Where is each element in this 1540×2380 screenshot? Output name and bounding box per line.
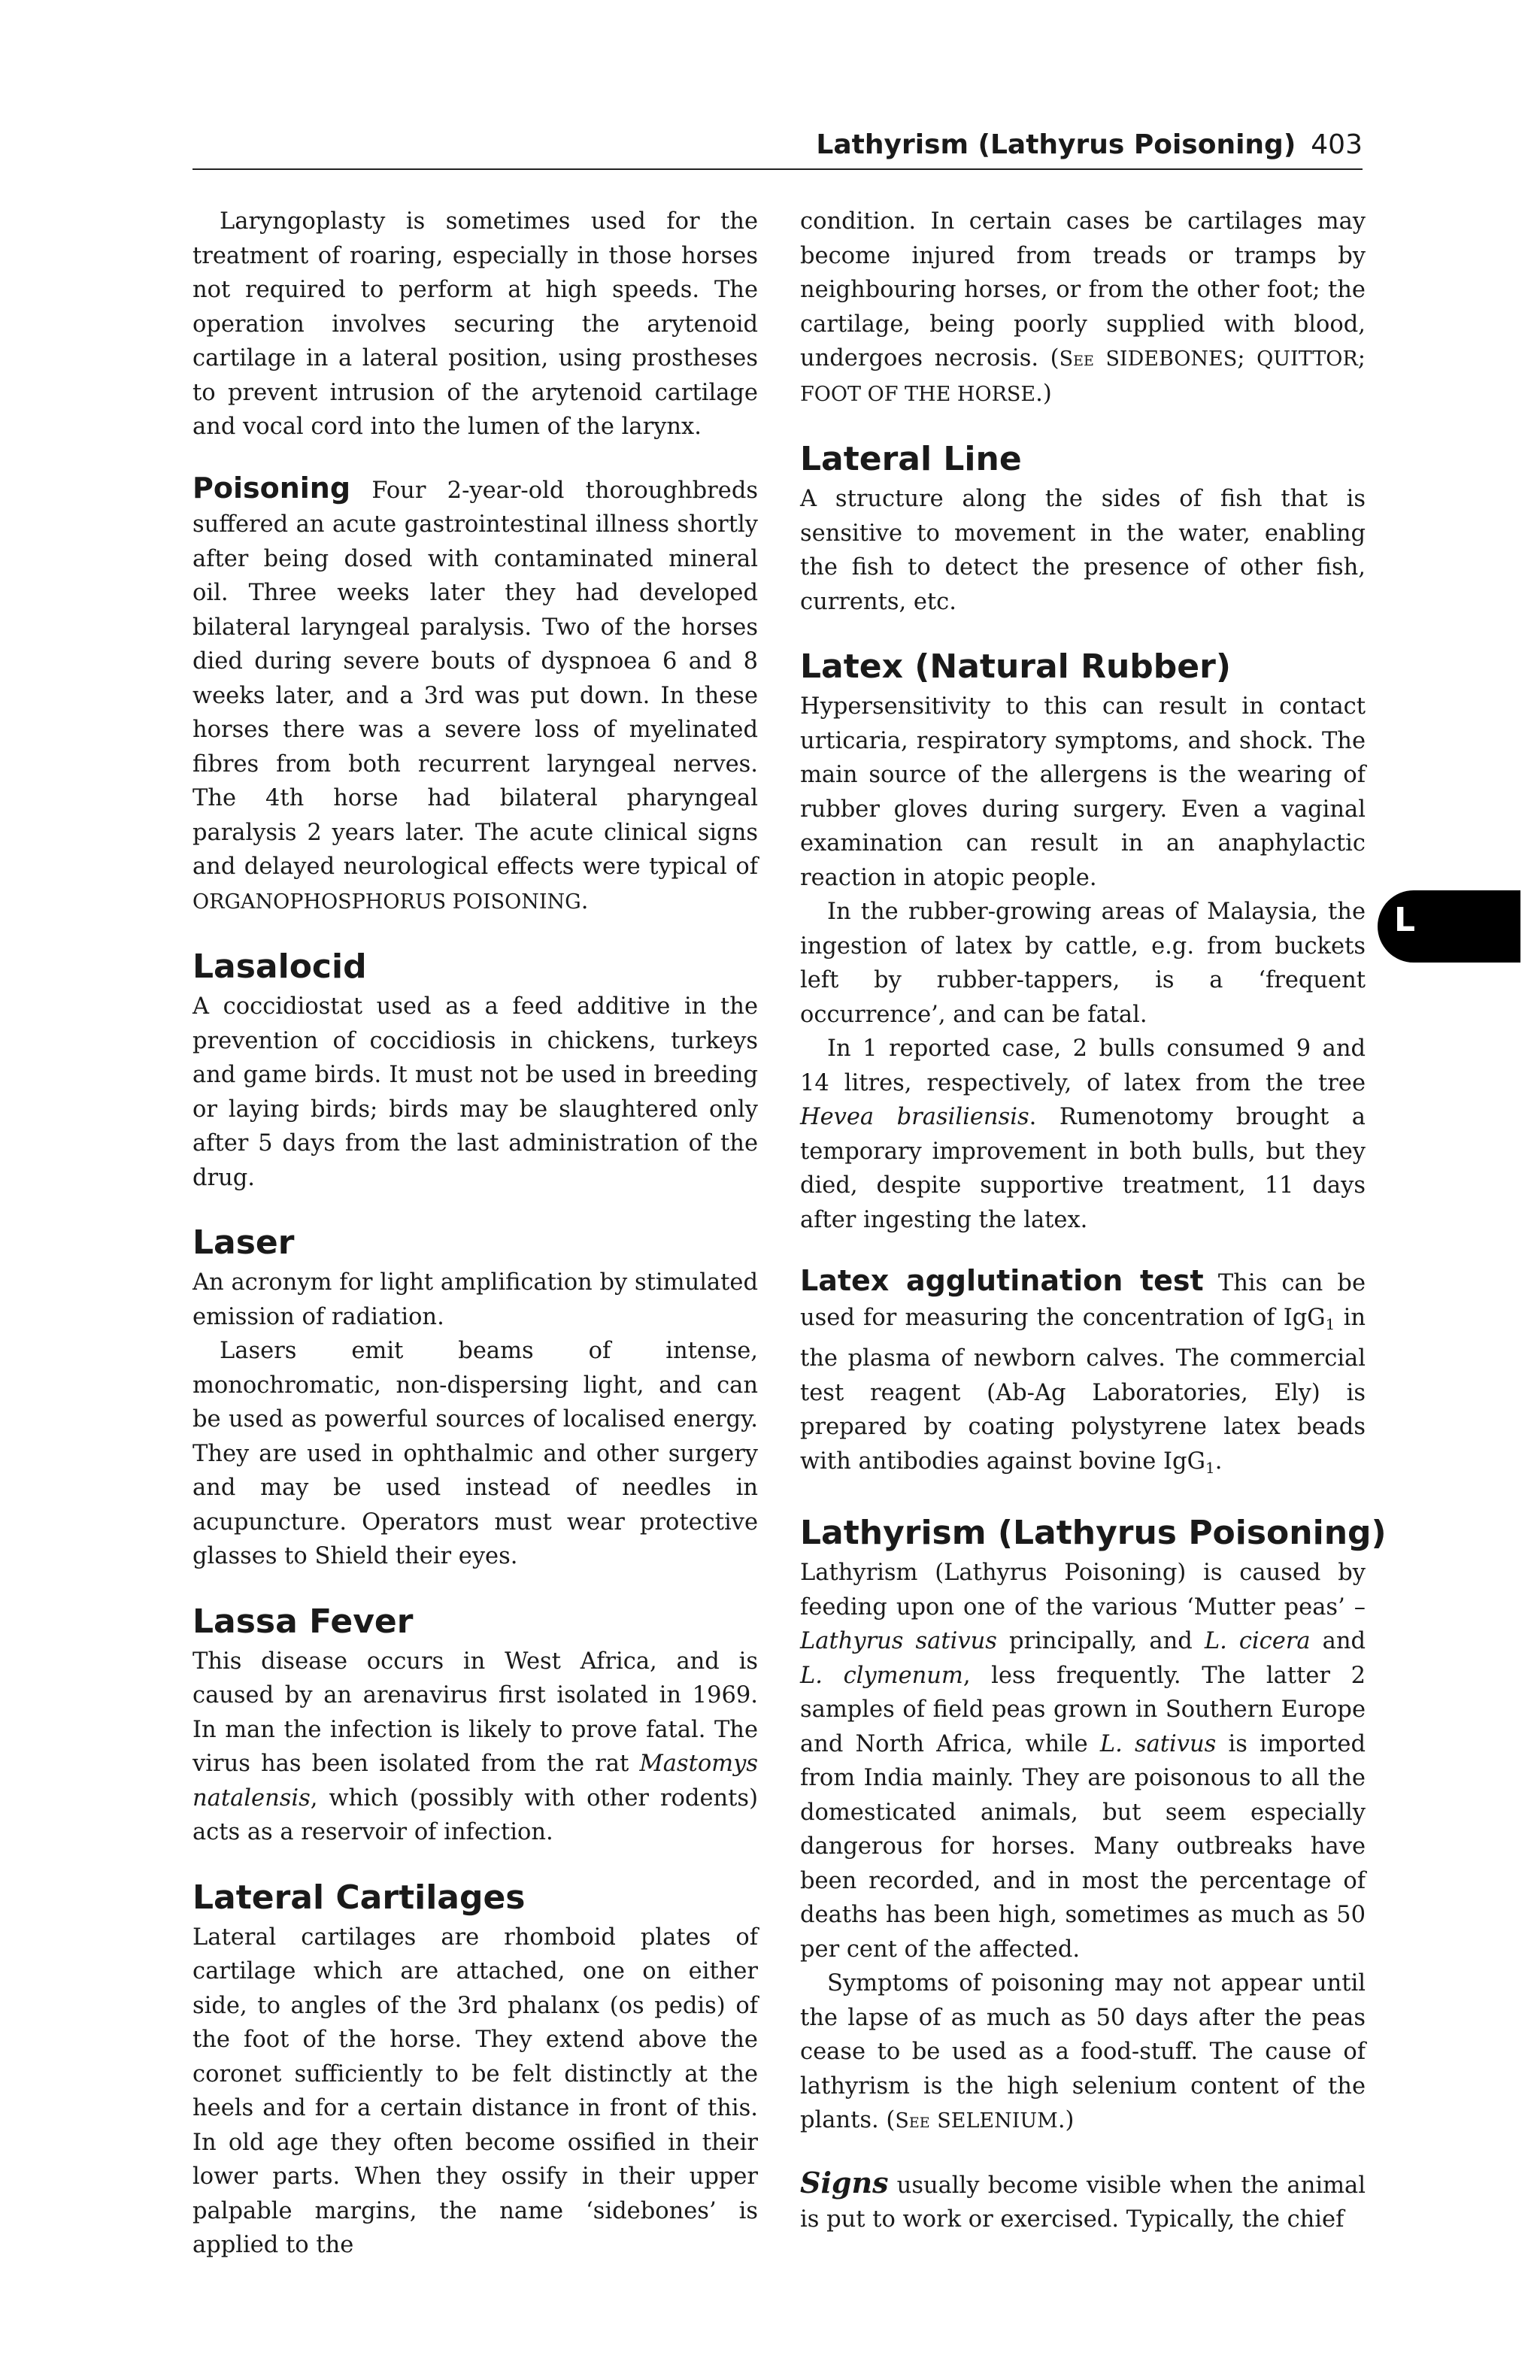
lateral-cartilages-continued-text: condition. In certain cases be cartilages may become injured from treads or tramps by neighbouring horses, or from the other foot; the cartilage, being poorly supplied with blood, undergoes necrosis. bbox=[800, 208, 1366, 371]
lathyrism-paragraph-2-text: Symptoms of poisoning may not appear until the lapse of as much as 50 days after the peas cease to be used as a food-stuff. The cause of lathyrism is the high selenium content of the plants. bbox=[800, 1970, 1366, 2133]
thumb-index-tab bbox=[1378, 890, 1520, 963]
signs-body: usually become visible when the animal is put to work or exercised. Typically, the chief bbox=[800, 2172, 1366, 2233]
lasalocid-body: A coccidiostat used as a feed additive in the prevention of coccidiosis in chickens, turkeys and game birds. It must not be used in breeding or laying birds; birds may be slaughtered only after 5 days from the last administration of the drug. bbox=[192, 993, 758, 1191]
latex-agglutination-text: This can be used for measuring the concentration of IgG bbox=[800, 1270, 1366, 1331]
lateral-line-body: A structure along the sides of fish that is sensitive to movement in the water, enabling the fish to detect the presence of other fish, currents, etc. bbox=[800, 486, 1366, 615]
signs-paragraph bbox=[800, 2166, 1366, 2237]
latex-paragraph-1: Hypersensitivity to this can result in contact urticaria, respiratory symptoms, and shock. The main source of the allergens is the wearing of rubber gloves during surgery. Even a vaginal examination can result in an anaphylactic reaction in atopic people. bbox=[800, 693, 1366, 891]
laser-heading: Laser bbox=[192, 1223, 295, 1262]
see-label-2: See bbox=[895, 2109, 930, 2133]
lassa-fever-heading: Lassa Fever bbox=[192, 1602, 414, 1641]
left-column bbox=[192, 205, 758, 2263]
latex-paragraph-3 bbox=[800, 1032, 1366, 1237]
right-column bbox=[800, 205, 1387, 2237]
lathyrism-text-2: principally, and bbox=[1008, 1628, 1193, 1654]
subscript-igg1-b: 1 bbox=[1205, 1458, 1215, 1477]
laser-description: Lasers emit beams of intense, monochromatic, non-dispersing light, and can be used as powerful sources of localised energy. They are used in ophthalmic and other surgery and may be used instead of needles in acupuncture. Operators must wear protective glasses to Shield their eyes. bbox=[192, 1338, 758, 1569]
cross-reference-quittor: QUITTOR bbox=[1257, 347, 1358, 371]
page-number: 403 bbox=[1311, 129, 1363, 160]
lathyrism-text-3: and bbox=[1322, 1628, 1366, 1654]
poisoning-entry: Poisoning Four 2-year-old thoroughbreds suffered an acute gastrointestinal illness shortly after being dosed with contaminated mineral oil. Three weeks later they had developed bilateral laryngeal paralysis. Two of the horses died during severe bouts of dyspnoea 6 and 8 weeks later, and a 3rd was put down. In these horses there was a severe loss of myelinated fibres from both recurrent laryngeal nerves. The 4th horse had bilateral pharyngeal paralysis 2 years later. The acute clinical signs and delayed neurological effects were typical of ORGANOPHOSPHORUS POISONING. bbox=[192, 471, 758, 914]
latex-paragraph-3-end: . Rumenotomy brought a temporary improvement in both bulls, but they died, despite supportive treatment, 11 days after ingesting the latex. bbox=[800, 1104, 1366, 1233]
species-l-sativus: L. sativus bbox=[1099, 1730, 1217, 1757]
latex-paragraph-3-text: In 1 reported case, 2 bulls consumed 9 and 14 litres, respectively, of latex from the tree bbox=[800, 1035, 1366, 1096]
latex-heading: Latex (Natural Rubber) bbox=[800, 647, 1231, 686]
laryngoplasty-paragraph: Laryngoplasty is sometimes used for the treatment of roaring, especially in those horses not required to perform at high speeds. The operation involves securing the arytenoid cartilage in a lateral position, using prostheses to prevent intrusion of the arytenoid cartilage and vocal cord into the lumen of the larynx. bbox=[192, 208, 758, 440]
lathyrism-heading: Lathyrism (Lathyrus Poisoning) bbox=[800, 1514, 1387, 1552]
running-head-title: Lathyrism (Lathyrus Poisoning) bbox=[816, 129, 1296, 160]
latex-agglutination-heading: Latex agglutination test bbox=[800, 1264, 1204, 1297]
lathyrism-text-4: , less frequently. The latter 2 samples of field peas grown in Southern Europe and North Africa, while bbox=[800, 1662, 1366, 1757]
poisoning-cross-reference: ORGANOPHOSPHORUS POISONING bbox=[192, 890, 581, 914]
cross-reference-foot-of-the-horse: FOOT OF THE HORSE bbox=[800, 382, 1036, 406]
running-head bbox=[192, 126, 1363, 170]
species-lathyrus-sativus: Lathyrus sativus bbox=[800, 1628, 997, 1654]
cross-reference-sidebones: SIDEBONES bbox=[1105, 347, 1238, 371]
lathyrism-text-1: Lathyrism (Lathyrus Poisoning) is caused by feeding upon one of the various ‘Mutter peas’ – bbox=[800, 1560, 1366, 1621]
lateral-cartilages-continued: condition. In certain cases be cartilages may become injured from treads or tramps by neighbouring horses, or from the other foot; the cartilage, being poorly supplied with blood, undergoes necrosis. (See SIDEBONES; QUITTOR; FOOT OF THE HORSE.) bbox=[800, 208, 1366, 407]
see-label: See bbox=[1059, 347, 1094, 371]
lathyrism-paragraph-1 bbox=[800, 1556, 1366, 1966]
latex-agglutination-entry: Latex agglutination test This can be used for measuring the concentration of IgG$_1$ in the plasma of newborn calves. The commercial test reagent (Ab-Ag Laboratories, Ely) is prepared by coating polystyrene latex beads with antibodies against bovine IgG$_1$. bbox=[800, 1264, 1366, 1477]
lathyrism-text-5: is imported from India mainly. They are poisonous to all the domesticated animals, but seem especially dangerous for horses. Many outbreaks have been recorded, and in most the percentage of deaths has been high, sometimes as much as 50 per cent of the affected. bbox=[800, 1730, 1366, 1963]
running-head-text bbox=[816, 129, 1363, 160]
laser-definition: An acronym for light amplification by stimulated emission of radiation. bbox=[192, 1269, 758, 1330]
lateral-line-heading: Lateral Line bbox=[800, 440, 1022, 478]
thumb-index-letter: L bbox=[1394, 901, 1416, 939]
latex-agglutination-text-2: in the plasma of newborn calves. The commercial test reagent (Ab-Ag Laboratories, Ely) is prepared by coating polystyrene latex beads with antibodies against bovine IgG bbox=[800, 1304, 1366, 1475]
lassa-fever-text-end: , which (possibly with other rodents) acts as a reservoir of infection. bbox=[192, 1784, 758, 1845]
poisoning-body: Four 2-year-old thoroughbreds suffered an acute gastrointestinal illness shortly after being dosed with contaminated mineral oil. Three weeks later they had developed bilateral laryngeal paralysis. Two of the horses died during severe bouts of dyspnoea 6 and 8 weeks later, and a 3rd was put down. In these horses there was a severe loss of myelinated fibres from both recurrent laryngeal nerves. The 4th horse had bilateral pharyngeal paralysis 2 years later. The acute clinical signs and delayed neurological effects were typical of bbox=[192, 477, 758, 880]
latex-paragraph-2: In the rubber-growing areas of Malaysia, the ingestion of latex by cattle, e.g. from buckets left by rubber-tappers, is a ‘frequent occurrence’, and can be fatal. bbox=[800, 899, 1366, 1028]
lassa-fever-body bbox=[192, 1645, 758, 1850]
species-l-clymenum: L. clymenum bbox=[800, 1662, 963, 1689]
latex-species: Hevea brasiliensis bbox=[800, 1104, 1029, 1130]
lateral-cartilages-body: Lateral cartilages are rhomboid plates of cartilage which are attached, one on either side, to angles of the 3rd phalanx (os pedis) of the foot of the horse. They extend above the coronet sufficiently to be felt distinctly at the heels and for a certain distance in front of this. In old age they often become ossified in their lower parts. When they ossify in their upper palpable margins, the name ‘sidebones’ is applied to the bbox=[192, 1924, 758, 2258]
cross-reference-selenium: SELENIUM bbox=[937, 2109, 1058, 2133]
lateral-cartilages-heading: Lateral Cartilages bbox=[192, 1878, 526, 1917]
lassa-fever-text: This disease occurs in West Africa, and is caused by an arenavirus first isolated in 1969. In man the infection is likely to prove fatal. The virus has been isolated from the rat bbox=[192, 1648, 758, 1777]
subscript-igg1-a: 1 bbox=[1325, 1314, 1335, 1333]
species-l-cicera: L. cicera bbox=[1204, 1628, 1311, 1654]
poisoning-heading: Poisoning bbox=[192, 471, 351, 505]
lathyrism-paragraph-2: Symptoms of poisoning may not appear until the lapse of as much as 50 days after the peas cease to be used as a food-stuff. The cause of lathyrism is the high selenium content of the plants. (See SELENIUM.) bbox=[800, 1970, 1366, 2133]
lasalocid-heading: Lasalocid bbox=[192, 947, 367, 986]
signs-heading: Signs bbox=[800, 2165, 889, 2200]
lassa-fever-species: Mastomys natalensis bbox=[192, 1751, 758, 1812]
